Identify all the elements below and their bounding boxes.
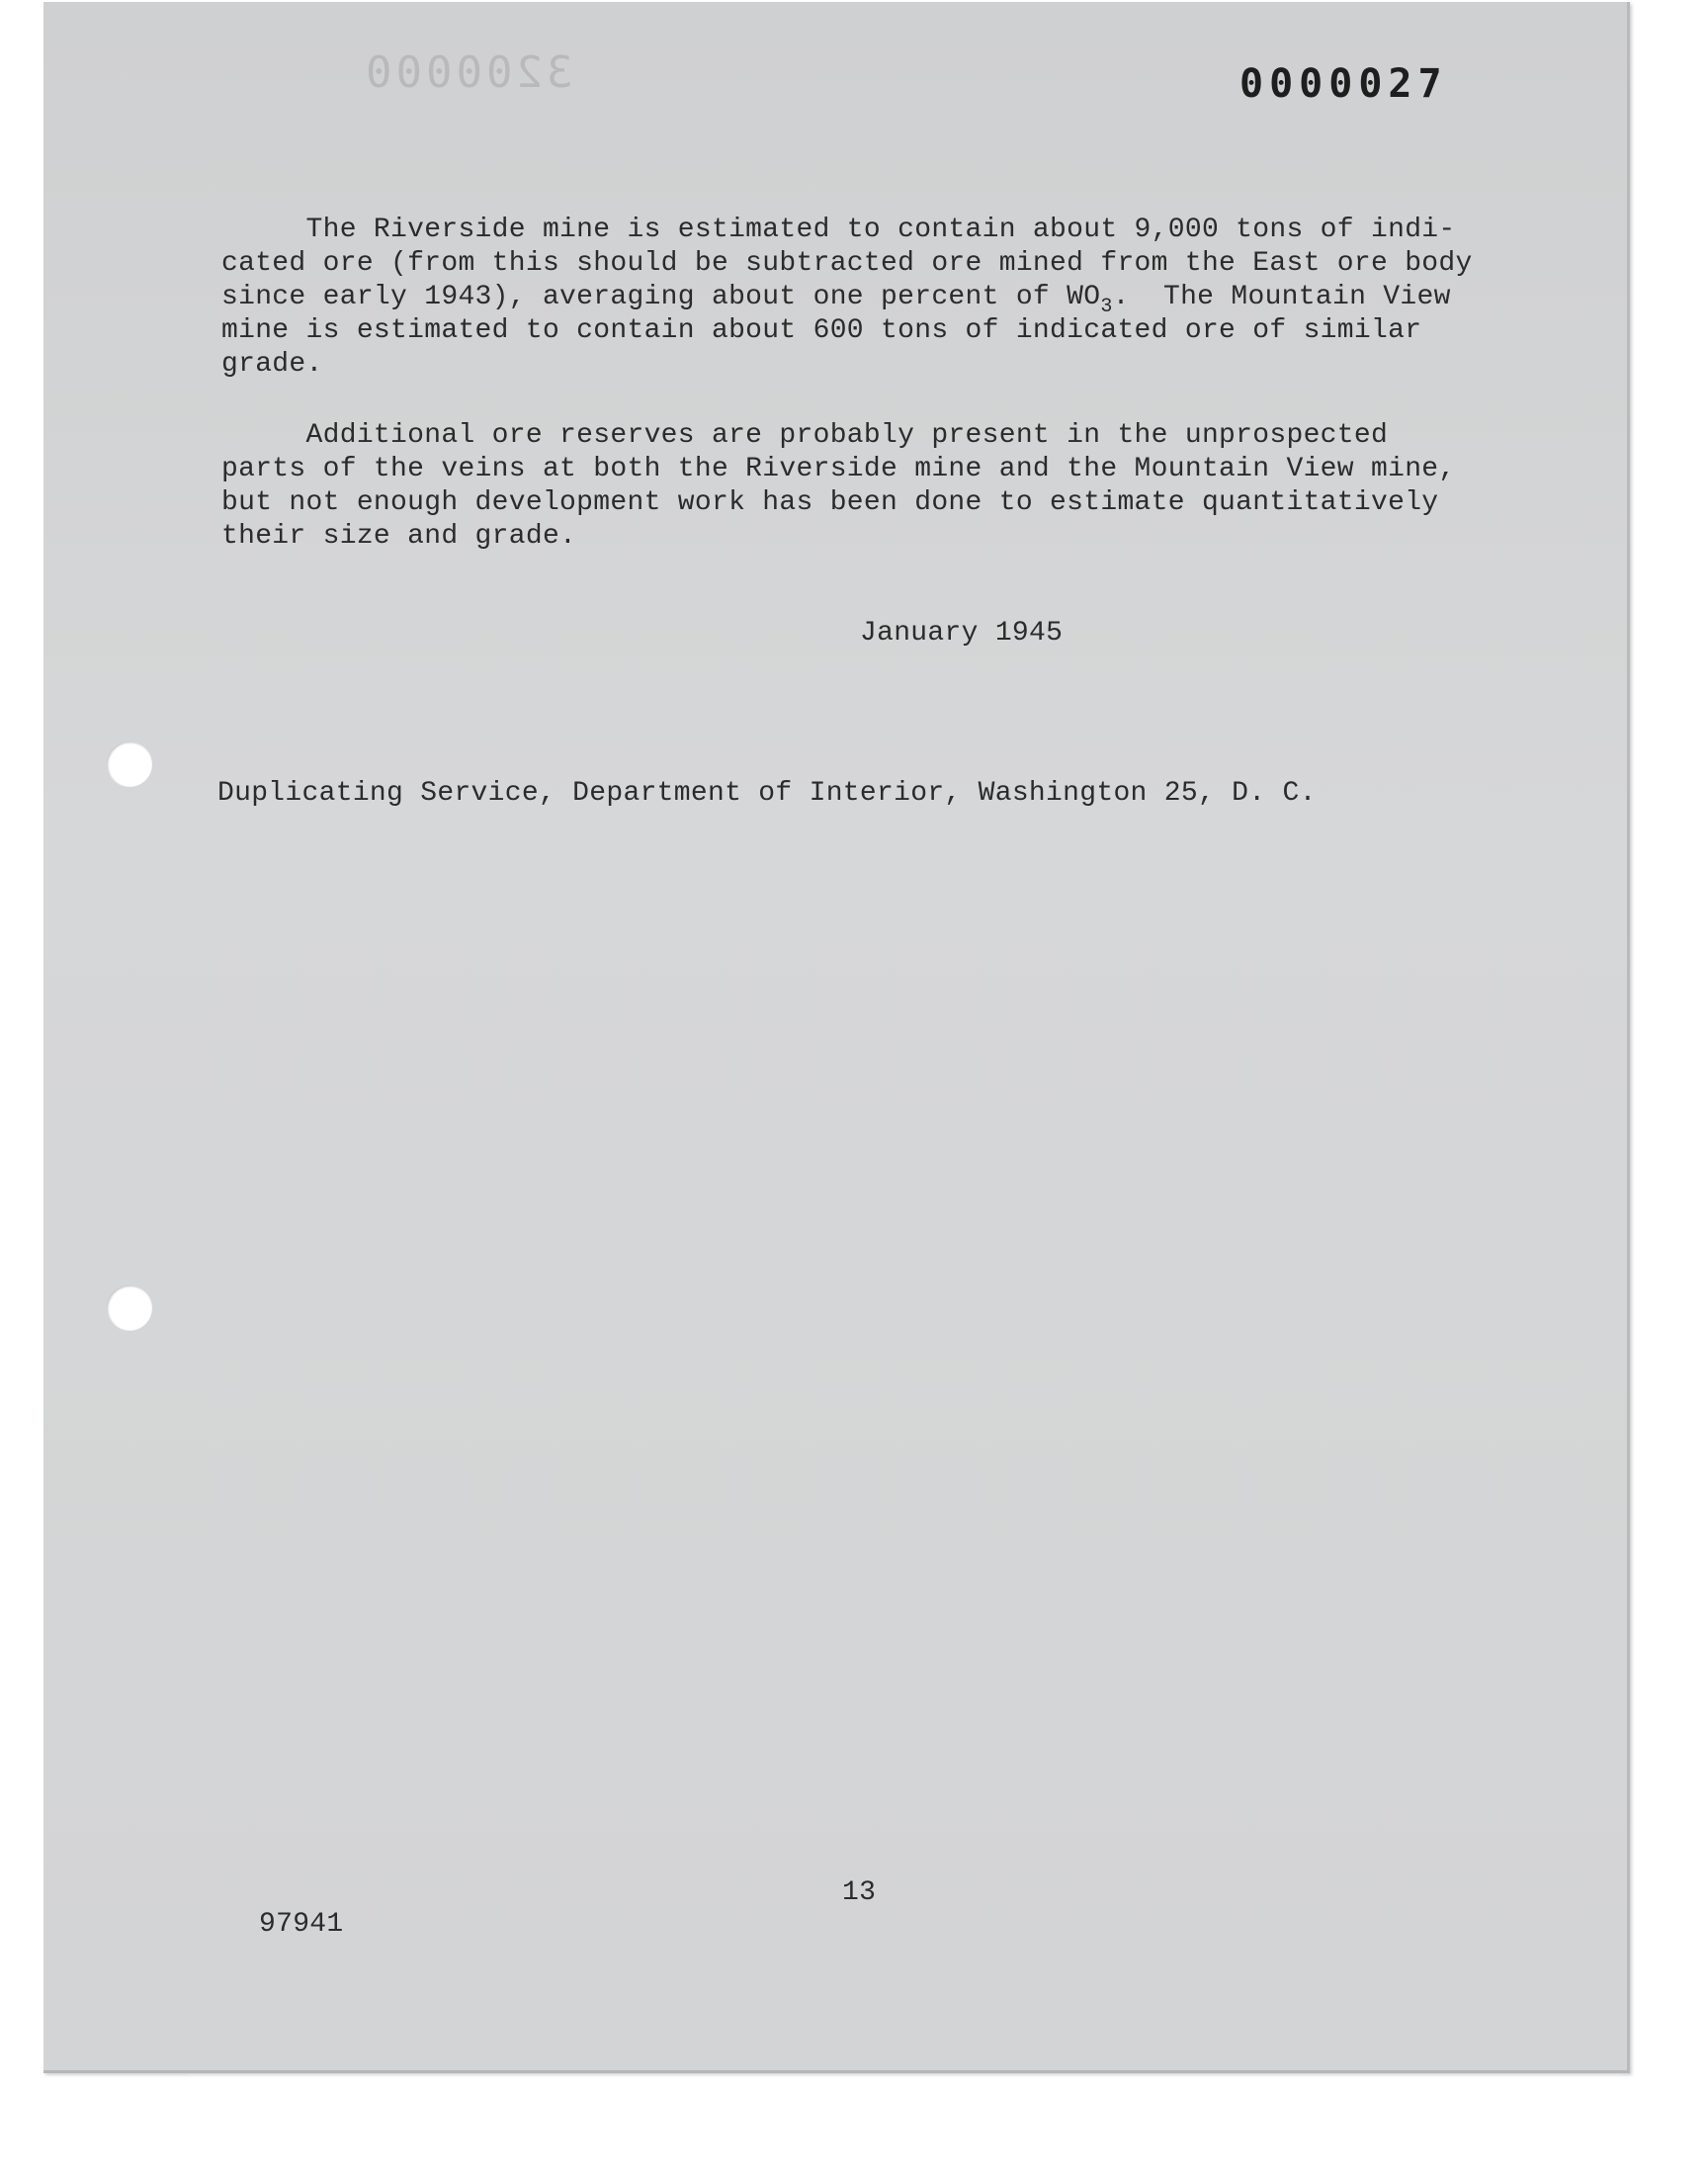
paper-sheet [43,2,1630,2073]
page-number: 13 [842,1877,877,1908]
document-number: 0000027 [1239,61,1448,107]
paragraph-1-line-4: mine is estimated to contain about 600 tons of indicated ore of similar [221,315,1422,346]
paragraph-2-line-4: their size and grade. [221,521,577,552]
paragraph-1-line-1: The Riverside mine is estimated to contain about 9,000 tons of indi- [221,215,1456,245]
job-number: 97941 [259,1909,344,1940]
paragraph-1-line-2: cated ore (from this should be subtracted ore mined from the East ore body [221,248,1473,279]
punch-hole-bottom [107,1285,152,1331]
paragraph-2-line-2: parts of the veins at both the Riverside mine and the Mountain View mine, [221,454,1456,484]
document-date: January 1945 [860,618,1064,649]
duplicating-service-footer: Duplicating Service, Department of Interior, Washington 25, D. C. [217,778,1317,809]
line-3-text: since early 1943), averaging about one percent of WO [221,282,1101,312]
line-3-tail: . The Mountain View [1112,282,1451,312]
scan-edge-line [188,2074,1621,2075]
punch-hole-top [107,741,152,787]
paragraph-1-line-5: grade. [221,349,323,380]
bleed-through-number: 3200000 [362,47,573,98]
paragraph-1-line-3 [221,281,1451,318]
subscript-3: 3 [1100,296,1113,318]
paragraph-2-line-1: Additional ore reserves are probably present in the unprospected [221,420,1389,451]
paragraph-2-line-3: but not enough development work has been done to estimate quantitatively [221,487,1439,518]
